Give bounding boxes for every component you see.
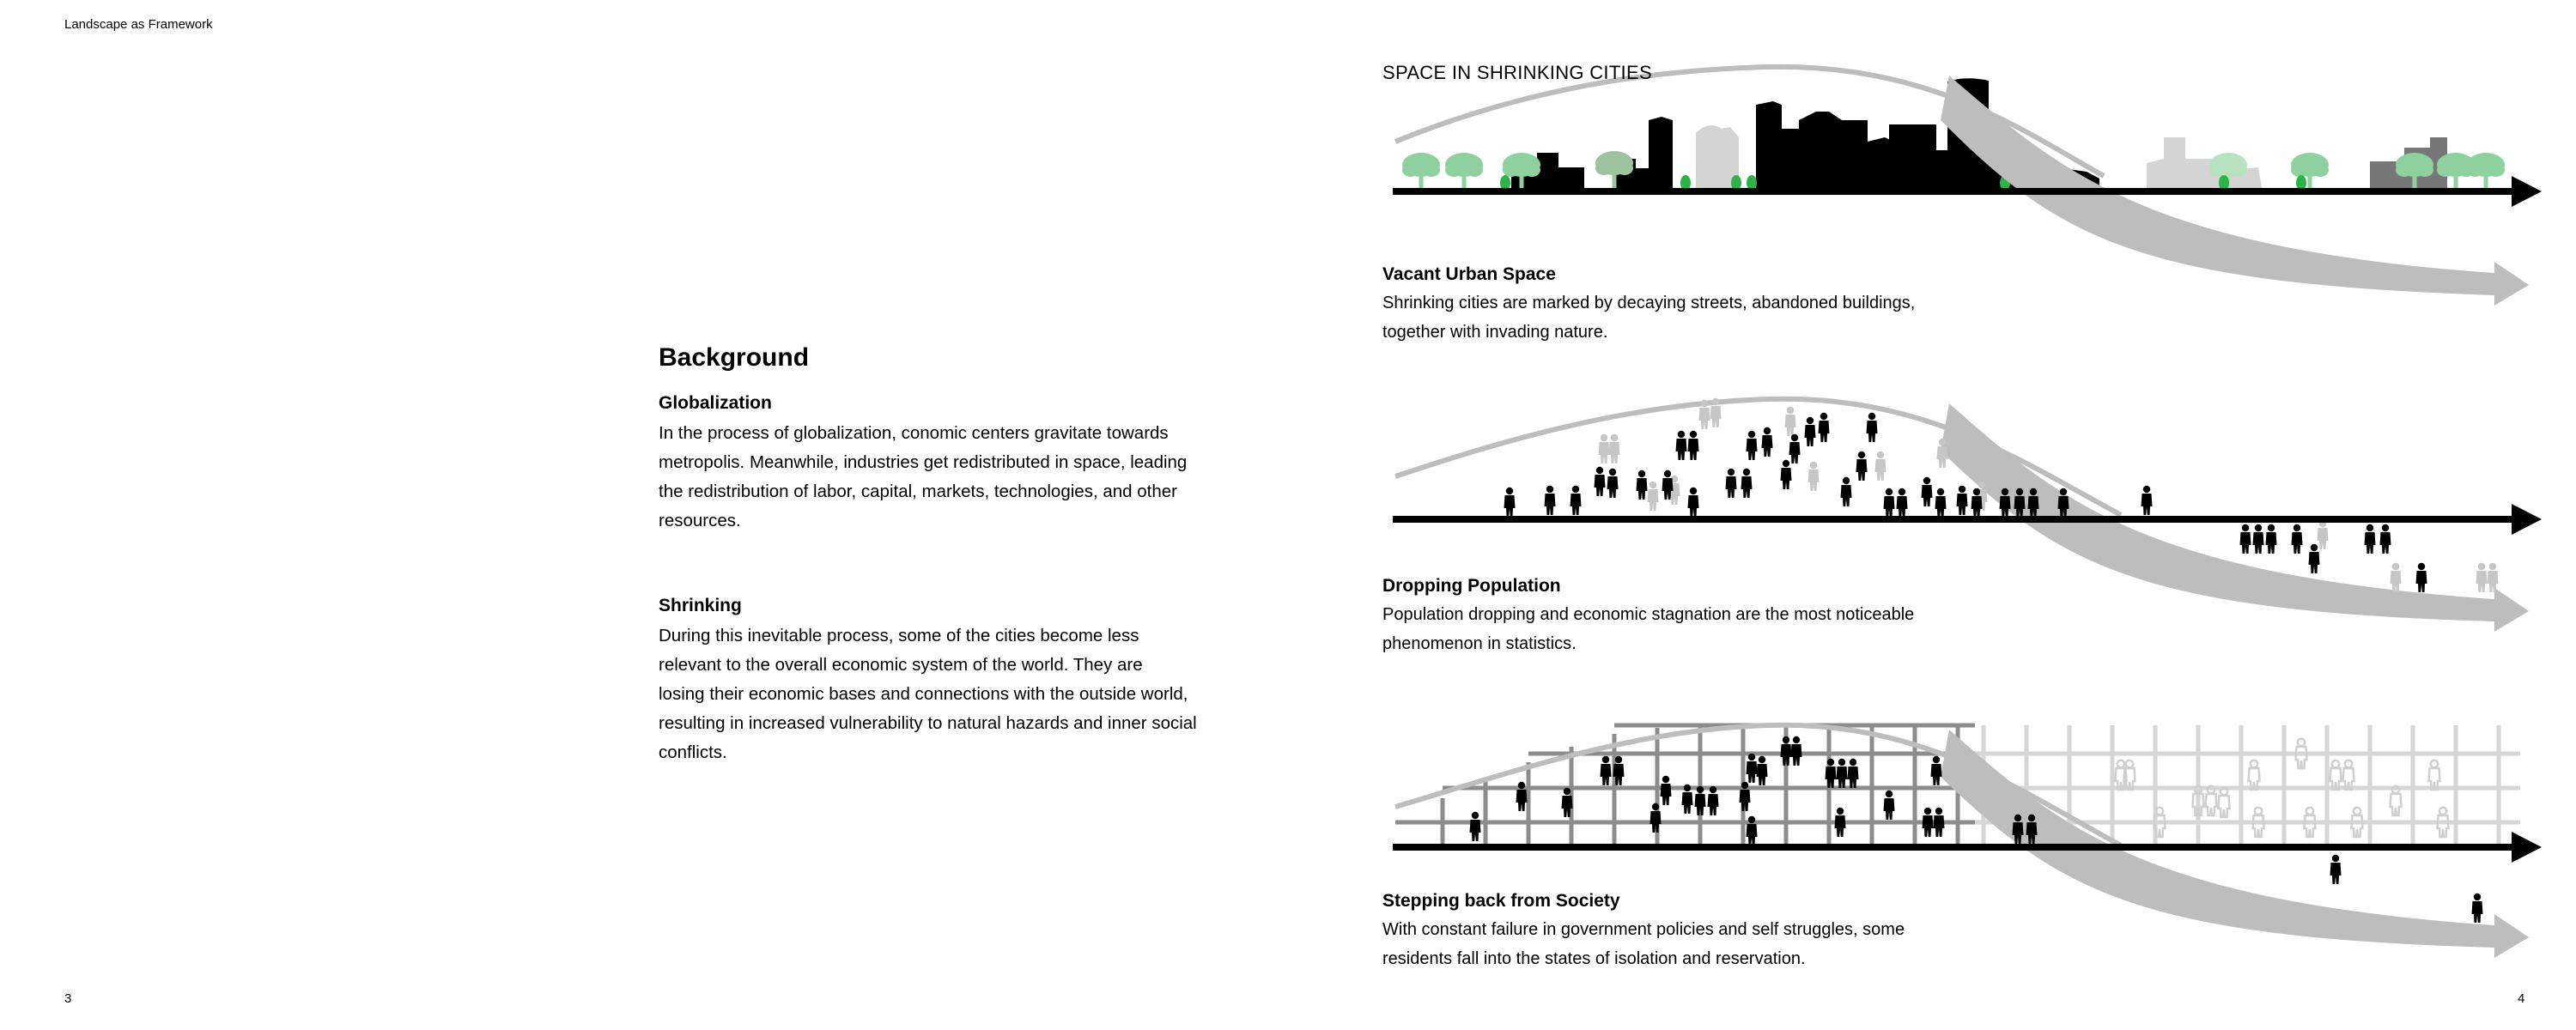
caption-vacant-urban-space: [1382, 264, 2001, 347]
caption-heading: Vacant Urban Space: [1382, 264, 1556, 284]
section-heading: Shrinking: [659, 596, 742, 615]
diagram-title: SPACE IN SHRINKING CITIES: [1382, 62, 1652, 83]
caption-heading: Stepping back from Society: [1382, 891, 1620, 911]
caption-body: Population dropping and economic stagnation are the most noticeable phenomenon in statistics.: [1382, 605, 1915, 653]
section-body: During this inevitable process, some of the cities become less relevant to the overall economic system of the world. They are losing their economic bases and connections with the outside world, resulting in increased vulnerability to natural hazards and inner social conflicts.: [659, 626, 1197, 762]
caption-stepping-back: [1382, 891, 2001, 973]
section-heading: Globalization: [659, 393, 772, 413]
running-header: Landscape as Framework: [64, 17, 213, 32]
section-body: In the process of globalization, conomic centers gravitate towards metropolis. Meanwhile, industries get redistributed in space, leading the redistribution of labor, capital, markets, technologies, and other resources.: [659, 423, 1188, 530]
caption-heading: Dropping Population: [1382, 576, 1561, 596]
background-title: Background: [659, 343, 810, 372]
page-number-left: 3: [64, 991, 72, 1006]
caption-body: With constant failure in government policies and self struggles, some residents fall into the states of isolation and reservation.: [1382, 920, 1905, 968]
page-number-right: 4: [2518, 991, 2525, 1006]
caption-body: Shrinking cities are marked by decaying streets, abandoned buildings, together with invading nature.: [1382, 294, 1916, 342]
caption-dropping-population: [1382, 576, 2001, 658]
